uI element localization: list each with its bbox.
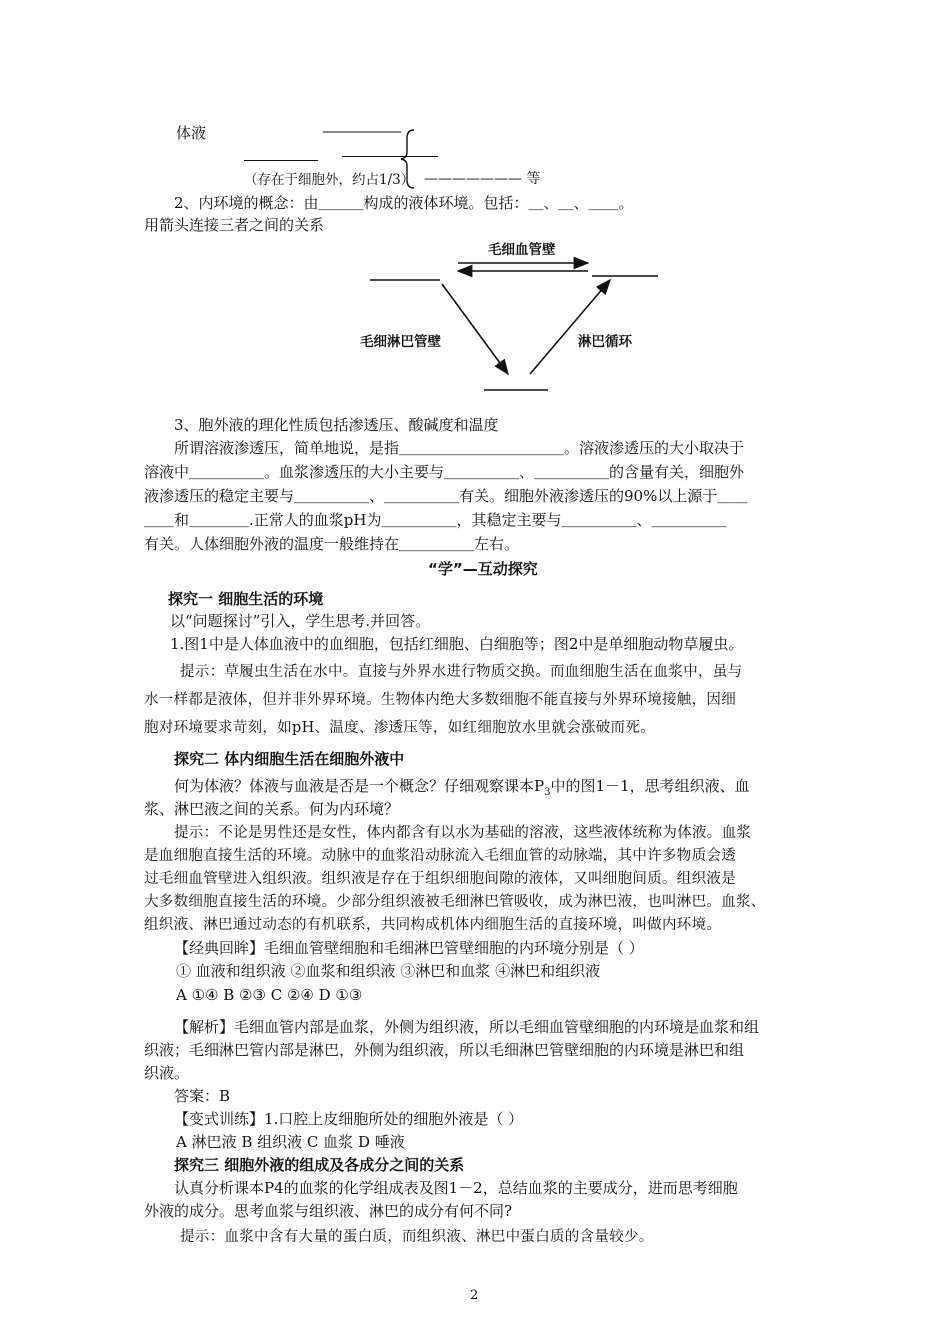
explore2-q1-rest: 中的图1－1，思考组织液、血 xyxy=(550,777,750,795)
q2-line1: 2、内环境的概念：由＿＿＿构成的液体环境。包括：＿、＿、＿＿。 xyxy=(174,194,634,212)
classic-review-question: 【经典回眸】毛细血管壁细胞和毛细淋巴管壁细胞的内环境分别是（ ） xyxy=(174,939,644,957)
explore3-paragraph-line: 认真分析课本P4的血浆的化学组成表及图1－2，总结血浆的主要成分，进而思考细胞 xyxy=(174,1179,738,1197)
explore2-hint-line: 过毛细血管壁进入组织液。组织液是存在于组织细胞间隙的液体，又叫细胞间质。组织液是 xyxy=(144,871,736,887)
diagram-left-label: 毛细淋巴管壁 xyxy=(360,334,441,350)
relation-arrows-diagram xyxy=(360,250,670,400)
explore1-hint-line: 胞对环境要求苛刻，如pH、温度、渗透压等，如红细胞放水里就会涨破而死。 xyxy=(144,720,655,736)
explore2-title: 探究二 体内细胞生活在细胞外液中 xyxy=(174,750,405,768)
q3-heading: 3、胞外液的理化性质包括渗透压、酸碱度和温度 xyxy=(174,416,499,434)
blank-line xyxy=(342,156,438,157)
analysis-line: 织液。 xyxy=(144,1064,190,1082)
review-options-line1: ① 血液和组织液 ②血浆和组织液 ③淋巴和血浆 ④淋巴和组织液 xyxy=(176,962,601,980)
variant-options: A 淋巴液 B 组织液 C 血浆 D 唾液 xyxy=(176,1133,405,1151)
explore1-hint-line: 水一样都是液体，但并非外界环境。生物体内绝大多数细胞不能直接与外界环境接触，因细 xyxy=(144,692,736,708)
q3-paragraph-line: ＿＿和＿＿＿＿.正常人的血浆pH为＿＿＿＿＿，其稳定主要与＿＿＿＿＿、＿＿＿＿＿ xyxy=(144,511,727,529)
diagram-right-label: 淋巴循环 xyxy=(578,334,632,350)
explore1-title: 探究一 细胞生活的环境 xyxy=(168,590,324,608)
q3-paragraph-line: 所谓溶液渗透压，简单地说，是指＿＿＿＿＿＿＿＿＿＿＿。溶液渗透压的大小取决于 xyxy=(174,439,745,457)
explore1-question: 1.图1中是人体血液中的血细胞，包括红细胞、白细胞等；图2中是单细胞动物草履虫。 xyxy=(170,635,744,653)
review-options-line2: A ①④ B ②③ C ②④ D ①③ xyxy=(176,986,363,1004)
analysis-line: 织液；毛细淋巴管内部是淋巴，外侧为组织液，所以毛细淋巴管壁细胞的内环境是淋巴和组 xyxy=(144,1041,745,1059)
explore2-hint-line: 组织液、淋巴通过动态的有机联系，共同构成机体内细胞生活的直接环境，叫做内环境。 xyxy=(144,917,722,933)
arrow-up-right xyxy=(530,280,610,374)
explore1-intro: 以“问题探讨”引入，学生思考.并回答。 xyxy=(170,612,431,630)
body-fluid-label: 体液 xyxy=(176,124,207,142)
exists-outside-note: （存在于细胞外，约占1/3） xyxy=(244,172,415,188)
section-title: “学”—互动探究 xyxy=(428,560,538,578)
variant-training-question: 【变式训练】1.口腔上皮细胞所处的细胞外液是（ ） xyxy=(174,1110,524,1128)
explore2-q1-sub: 3 xyxy=(544,787,551,798)
page-number: 2 xyxy=(470,1288,479,1303)
q3-paragraph-line: 溶液中＿＿＿＿＿。血浆渗透压的大小主要与＿＿＿＿＿、＿＿＿＿＿的含量有关，细胞外 xyxy=(144,463,745,481)
blank-line xyxy=(244,160,318,161)
explore3-title: 探究三 细胞外液的组成及各成分之间的关系 xyxy=(174,1156,465,1174)
q2-line2: 用箭头连接三者之间的关系 xyxy=(144,216,325,234)
blank-dash-b: ——————— 等 xyxy=(424,171,541,187)
q3-paragraph-line: 液渗透压的稳定主要与＿＿＿＿＿、＿＿＿＿＿有关。细胞外液渗透压的90%以上源于＿＿ xyxy=(144,487,748,505)
explore1-hint-line: 提示：草履虫生活在水中。直接与外界水进行物质交换。而血细胞生活在血浆中，虽与 xyxy=(180,664,743,680)
blank-dash-a: —————— xyxy=(322,122,400,140)
explore2-q1-text: 何为体液？体液与血液是否是一个概念？仔细观察课本P xyxy=(174,777,545,795)
diagram-top-label: 毛细血管壁 xyxy=(488,242,556,258)
explore2-hint-line: 是血细胞直接生活的环境。动脉中的血浆沿动脉流入毛细血管的动脉端，其中许多物质会透 xyxy=(144,848,736,864)
arrow-down-left xyxy=(442,284,508,374)
explore3-paragraph-line: 外液的成分。思考血浆与组织液、淋巴的成分有何不同? xyxy=(144,1202,513,1220)
explore2-question-line2: 浆、淋巴液之间的关系。何为内环境？ xyxy=(144,800,400,818)
explore2-hint-line: 提示：不论是男性还是女性，体内都含有以水为基础的溶液，这些液体统称为体液。血浆 xyxy=(174,825,752,841)
explore2-hint-line: 大多数细胞直接生活的环境。少部分组织液被毛细淋巴管吸收，成为淋巴液，也叫淋巴。血浆、 xyxy=(144,894,766,910)
explore3-hint: 提示：血浆中含有大量的蛋白质，而组织液、淋巴中蛋白质的含量较少。 xyxy=(180,1229,654,1245)
q3-paragraph-line: 有关。人体细胞外液的温度一般维持在＿＿＿＿＿左右。 xyxy=(144,535,520,553)
analysis-line: 【解析】毛细血管内部是血浆，外侧为组织液，所以毛细血管壁细胞的内环境是血浆和组 xyxy=(174,1018,760,1036)
answer: 答案：B xyxy=(174,1087,231,1105)
